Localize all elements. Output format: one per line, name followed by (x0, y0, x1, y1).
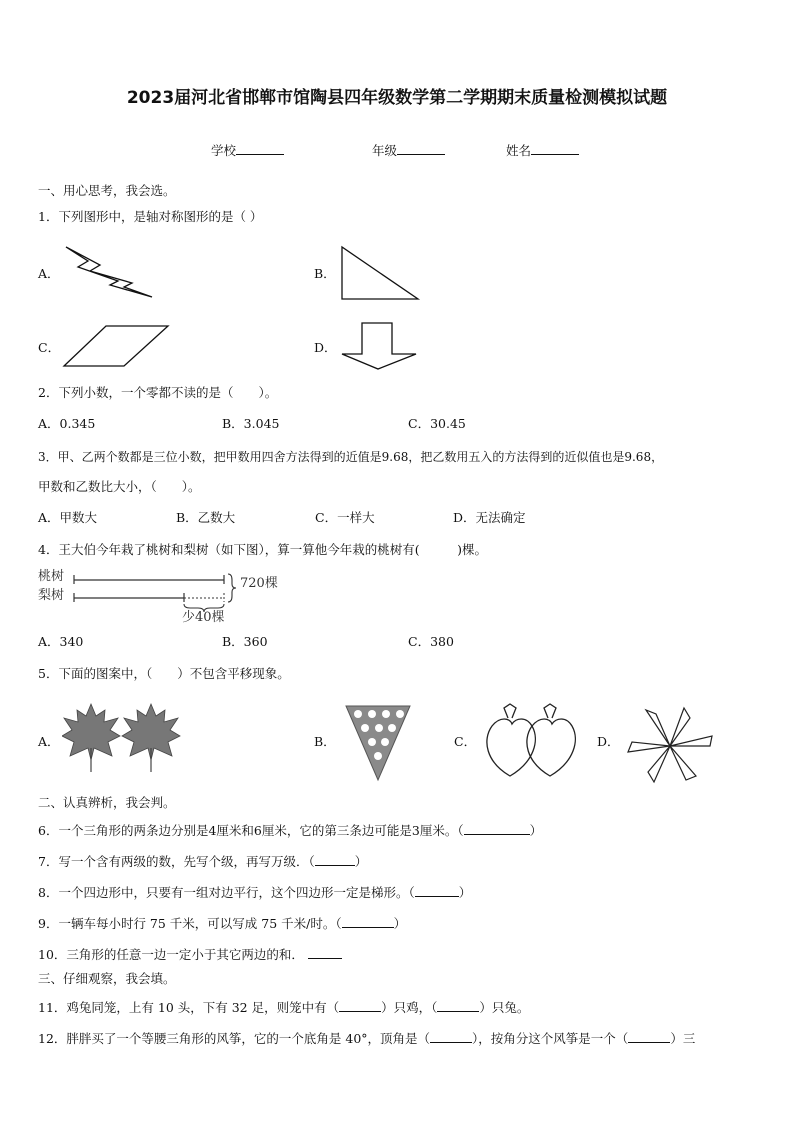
question-3-line1: 3．甲、乙两个数都是三位小数，把甲数用四舍方法得到的近值是9.68，把乙数用五入的方法得到的近似值也是9.68， (38, 450, 664, 464)
q1-option-b-label[interactable]: B． (314, 266, 336, 281)
difference-label: 少40棵 (182, 610, 225, 625)
maple-leaves-figure (62, 700, 182, 776)
grade-field[interactable] (372, 142, 445, 159)
question-11-part1: 11．鸡兔同笼，上有 10 头，下有 32 足，则笼中有（ (38, 1000, 340, 1015)
name-field[interactable] (506, 142, 579, 159)
name-label: 姓名 (506, 143, 532, 158)
question-2: 2．下列小数，一个零都不读的是（ ）。 (38, 385, 278, 400)
question-3-line2: 甲数和乙数比大小，（ ）。 (38, 479, 201, 494)
grade-blank[interactable] (397, 142, 445, 155)
section-2-heading: 二、认真辨析，我会判。 (38, 795, 176, 810)
hearts-figure (480, 700, 584, 780)
question-11 (38, 999, 529, 1016)
q2-option-b[interactable]: B．3.045 (222, 416, 280, 431)
question-11-part3: ）只兔。 (479, 1000, 530, 1015)
question-8 (38, 884, 471, 901)
question-5: 5．下面的图案中，（ ）不包含平移现象。 (38, 666, 290, 681)
q6-close-paren: ） (529, 823, 543, 838)
section-1-heading: 一、用心思考，我会选。 (38, 183, 176, 198)
down-arrow-figure (340, 320, 420, 372)
q12-apex-angle-blank[interactable] (430, 1030, 472, 1043)
q3-option-d[interactable]: D．无法确定 (453, 510, 526, 525)
question-8-text: 8．一个四边形中，只要有一组对边平行，这个四边形一定是梯形。（ (38, 885, 415, 900)
question-1: 1．下列图形中，是轴对称图形的是（ ） (38, 209, 263, 224)
q8-close-paren: ） (458, 885, 472, 900)
question-9-text: 9．一辆车每小时行 75 千米，可以写成 75 千米/时。（ (38, 916, 342, 931)
q11-rabbit-blank[interactable] (437, 999, 479, 1012)
question-10 (38, 946, 342, 963)
parallelogram-figure (62, 322, 172, 370)
question-4: 4．王大伯今年栽了桃树和梨树（如下图），算一算他今年栽的桃树有( )棵。 (38, 542, 487, 557)
total-label: 720棵 (240, 576, 278, 591)
question-6 (38, 822, 542, 839)
q2-option-a[interactable]: A．0.345 (38, 416, 96, 431)
flower-triangle-figure (344, 704, 412, 782)
q4-option-c[interactable]: C．380 (408, 634, 454, 649)
peach-label: 桃树 (38, 569, 65, 584)
q7-close-paren: ） (354, 854, 368, 869)
q6-answer-blank[interactable] (464, 822, 530, 835)
school-field[interactable] (211, 142, 284, 159)
question-11-part2: ）只鸡，（ (381, 1000, 438, 1015)
q7-answer-blank[interactable] (315, 853, 355, 866)
question-12-part2: ），按角分这个风筝是一个（ (472, 1031, 629, 1046)
q10-answer-blank[interactable] (308, 946, 342, 959)
tree-count-diagram (38, 568, 298, 628)
grade-label: 年级 (372, 143, 398, 158)
question-9 (38, 915, 406, 932)
q11-chicken-blank[interactable] (339, 999, 381, 1012)
question-12 (38, 1030, 695, 1047)
lightning-bolt-figure (62, 243, 156, 299)
question-12-part1: 12．胖胖买了一个等腰三角形的风筝，它的一个底角是 40°，顶角是（ (38, 1031, 431, 1046)
question-10-text: 10．三角形的任意一边一定小于其它两边的和． (38, 947, 304, 962)
q12-triangle-type-blank[interactable] (628, 1030, 670, 1043)
q4-option-a[interactable]: A．340 (38, 634, 84, 649)
q1-option-d-label[interactable]: D． (314, 340, 337, 355)
question-7 (38, 853, 367, 870)
name-blank[interactable] (531, 142, 579, 155)
pinwheel-figure (624, 706, 716, 786)
right-triangle-figure (338, 243, 422, 303)
pear-label: 梨树 (38, 588, 65, 603)
q1-option-a-label[interactable]: A． (38, 266, 60, 281)
q9-answer-blank[interactable] (342, 915, 394, 928)
q3-option-c[interactable]: C．一样大 (315, 510, 375, 525)
q9-close-paren: ） (393, 916, 407, 931)
q8-answer-blank[interactable] (415, 884, 459, 897)
q3-option-b[interactable]: B．乙数大 (176, 510, 236, 525)
school-blank[interactable] (236, 142, 284, 155)
q5-option-d-label[interactable]: D． (597, 734, 620, 749)
q2-option-c[interactable]: C．30.45 (408, 416, 466, 431)
q5-option-c-label[interactable]: C． (454, 734, 477, 749)
q3-option-a[interactable]: A．甲数大 (38, 510, 98, 525)
question-7-text: 7．写一个含有两级的数，先写个级，再写万级．（ (38, 854, 315, 869)
question-6-text: 6．一个三角形的两条边分别是4厘米和6厘米，它的第三条边可能是3厘米。（ (38, 823, 464, 838)
q4-option-b[interactable]: B．360 (222, 634, 268, 649)
page-title: 2023届河北省邯郸市馆陶县四年级数学第二学期期末质量检测模拟试题 (126, 88, 668, 108)
question-12-part3: ）三 (670, 1031, 696, 1046)
school-label: 学校 (211, 143, 237, 158)
q5-option-a-label[interactable]: A． (38, 734, 60, 749)
section-3-heading: 三、仔细观察，我会填。 (38, 971, 176, 986)
q1-option-c-label[interactable]: C． (38, 340, 61, 355)
q5-option-b-label[interactable]: B． (314, 734, 336, 749)
